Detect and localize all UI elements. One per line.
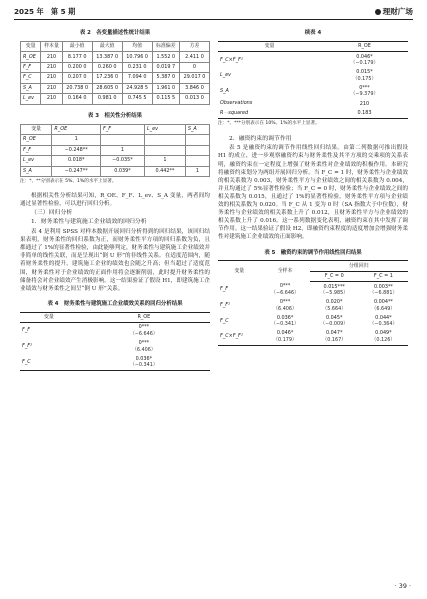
table-row <box>218 329 408 345</box>
table2-value-cell: 0.231 0 <box>122 62 152 72</box>
table2-value-cell: 7.094 0 <box>122 73 152 83</box>
std-error: （0.179） <box>273 336 297 343</box>
table3-header-cell: F_F <box>100 124 144 134</box>
table2-var-cell: F_C <box>21 73 41 83</box>
table3-caption: 表 3 相关性分析结果 <box>87 112 143 119</box>
page-number: · 39 · <box>394 581 411 590</box>
table5-col-full: 全样本 <box>277 268 293 275</box>
table-row <box>21 52 210 62</box>
table2-value-cell: 210 <box>41 62 62 72</box>
std-error: （0.167） <box>322 336 347 343</box>
journal-title: 理财广场 <box>382 7 413 16</box>
table2-value-cell: 13.387 0 <box>92 52 122 62</box>
table2-value-cell: 0.019 7 <box>152 62 179 72</box>
table3-var-cell: S_A <box>21 166 52 176</box>
std-error: （5.664） <box>322 305 347 312</box>
std-error: （−6.646） <box>129 330 158 337</box>
coef-value: 0.015* <box>356 69 373 76</box>
table2-value-cell: 5.387 0 <box>152 73 179 83</box>
page-header <box>14 6 413 20</box>
table2-value-cell: 28.605 0 <box>92 83 122 93</box>
table2-header-cell: 标准偏差 <box>152 41 179 51</box>
table4-coef-cell <box>321 68 408 84</box>
table2-caption: 表 2 各变量描述性统计结果 <box>79 30 151 36</box>
std-error: （−0.364） <box>369 321 398 328</box>
table-row <box>218 282 408 298</box>
table2-value-cell: 2.411 0 <box>179 52 209 62</box>
coef-value: 0.049* <box>375 330 392 337</box>
table3-value-cell: 0.039* <box>100 166 144 176</box>
table4-var-cell: L_ev <box>220 72 232 79</box>
table2-value-cell: 20.738 0 <box>62 83 92 93</box>
std-error: （6.649） <box>371 305 396 312</box>
table4-var-cell: S_A <box>220 87 229 94</box>
table2-value-cell: 0 <box>179 62 209 72</box>
table4-continued <box>218 41 408 119</box>
coef-value: 0.036* <box>276 314 294 321</box>
table2-value-cell: 210 <box>41 73 62 83</box>
table2-descriptive-stats <box>20 41 210 105</box>
table2-value-cell: 210 <box>41 94 62 104</box>
std-error: （−6.881） <box>369 290 398 297</box>
table2-var-cell: F_F <box>21 62 41 72</box>
table2-var-cell: L_ev <box>21 94 41 104</box>
subsection-heading-ff-performance: 1．财务柔性与建筑施工企业绩效的回归分析 <box>31 219 147 226</box>
paragraph-moderation-results: 表 5 是融资约束的调节作用线性回归结果。由第二列数据可推出假设 H1 的成立，进一步观察融资约束与财务柔性及其平方项的交乘项的关系表明，融资约束在一定程度上增强了财务柔性对企业绩效的积极作用。本研究将融资约束划分为两组开展回归分析。当 F_C = 1 时，财务柔性与企业绩效的相关系数为 0.003，财务柔性平方与企业绩效之间的相关系数为 0.004，并且均通过了 5%显著性检验；当 F_C = 0 时，财务柔性与企业绩效之间的相关系数为 0.015，且通过了 1%的显著性检验，财务柔性平方项与企业绩效的相关系数为 0.020。当 F_C 从 1 变为 0 时（SA 指数大于中位数），财务柔性与企业绩效的相关系数上升了 0.012，且财务柔性平方与企业绩效的相关系数上升了 0.016。这一系列数据变化表明，融资约束在其中发挥了调节作用。这一结果验证了假设 H2，即融资约束程度的适度增加会增强财务柔性对建筑施工企业绩效的正面影响。 <box>218 145 408 241</box>
table4c-col-var: 变量 <box>218 41 321 51</box>
table3-value-cell: −0.035* <box>100 156 144 166</box>
coef-value: 0.036* <box>135 355 153 362</box>
section-heading-regression: （三）回归分析 <box>31 209 73 216</box>
left-column <box>20 28 210 371</box>
coef-value: 0*** <box>138 339 150 346</box>
table2-header-cell: 样本量 <box>41 41 62 51</box>
std-error: （−0.341） <box>129 362 158 369</box>
coef-value: 0.015*** <box>323 283 345 290</box>
table2-var-cell: R_OE <box>21 52 41 62</box>
table2-header-cell: 方差 <box>179 41 209 51</box>
table2-value-cell: 0.164 0 <box>62 94 92 104</box>
std-error: （0.175） <box>352 75 377 82</box>
coef-value: 0.047* <box>325 330 343 337</box>
table5-col-var: 变量 <box>234 268 245 275</box>
table5-coef-cell <box>359 282 408 298</box>
table2-value-cell: 0.013 0 <box>179 94 209 104</box>
issue-label: 2025 年 第 5 期 <box>14 6 76 16</box>
table5-coef-cell <box>310 282 359 298</box>
table2-value-cell: 0.260 0 <box>92 62 122 72</box>
table4-regression <box>20 312 210 371</box>
table-row <box>218 314 408 330</box>
table5-col-fc1: F_C = 1 <box>359 271 408 281</box>
table-row <box>218 84 408 100</box>
table3-header-cell: L_ev <box>144 124 185 134</box>
table3-header-cell: R_OE <box>52 124 101 134</box>
table-row <box>218 99 408 108</box>
std-error: （−6.646） <box>271 289 299 296</box>
table4-coef-cell <box>78 323 210 339</box>
table5-coef-cell <box>260 314 309 330</box>
table3-var-cell: L_ev <box>21 156 52 166</box>
table2-value-cell: 1.961 0 <box>152 83 179 93</box>
table4-var-cell: R－squared <box>220 109 249 116</box>
table5-var-cell: F_F² <box>220 302 231 309</box>
paragraph-regression-results: 表 4 是利用 SPSS 对样本数据开展回归分析得到的回归结果，该回归结果表明，财务柔性的回归系数为正，而财务柔性平方项的回归系数为负，且都通过了 1%的显著性检验，由此能够判定，财务柔性与建筑施工企业绩效并非简单的线性关联，而是呈现出“倒 U 形”的非线性关系。在适度范围内，随着财务柔性的提升，建筑施工企业的绩效也会随之升高；但当超过了适度范围，财务柔性对于企业绩效的正面作用将会逐渐削弱，此时提升财务柔性的储备将会对企业绩效产生消极影响。这一结果验证了假设 H1，即建筑施工企业绩效与财务柔性之间呈“倒 U 形”关系。 <box>20 228 210 292</box>
table2-value-cell: 3.846 0 <box>179 83 209 93</box>
table3-value-cell: −0.247** <box>52 166 101 176</box>
table2-value-cell: 0.981 0 <box>92 94 122 104</box>
table-row <box>21 94 210 104</box>
table5-coef-cell <box>310 314 359 330</box>
table-row <box>21 156 210 166</box>
table2-value-cell: 10.796 0 <box>122 52 152 62</box>
coef-value: 0*** <box>279 299 291 306</box>
table-row <box>218 52 408 68</box>
table4-var-cell: F_F² <box>22 343 33 349</box>
table-row <box>21 83 210 93</box>
table5-moderation <box>218 260 408 345</box>
table5-coef-cell <box>260 282 309 298</box>
table3-value-cell: 0.442** <box>144 166 185 176</box>
journal-name <box>375 6 413 17</box>
table3-value-cell: 1 <box>52 135 101 145</box>
table5-coef-cell <box>359 298 408 314</box>
table3-value-cell <box>185 156 209 166</box>
table2-value-cell: 24.928 5 <box>122 83 152 93</box>
table5-coef-cell <box>359 329 408 345</box>
table5-var-cell: F_C×F_F² <box>220 333 243 340</box>
table3-value-cell <box>185 135 209 145</box>
table5-coef-cell <box>359 314 408 330</box>
table4-coef-cell <box>321 99 408 108</box>
coef-value: 0.046* <box>276 330 294 337</box>
coef-value: 0.020* <box>325 299 343 306</box>
std-error: （−0.009） <box>320 321 349 328</box>
coef-value: 0.045* <box>325 314 343 321</box>
coef-value: 0.044* <box>375 314 392 321</box>
std-error: （6.406） <box>273 305 297 312</box>
table3-value-cell: 1 <box>100 145 144 155</box>
table4-coef-cell <box>321 84 408 100</box>
right-column <box>218 28 408 346</box>
table3-var-cell: F_F <box>21 145 52 155</box>
coef-value: 0.183 <box>357 110 372 117</box>
table2-value-cell: 29.017 0 <box>179 73 209 83</box>
std-error: （−9.379） <box>350 91 379 98</box>
table2-value-cell: 0.200 0 <box>62 62 92 72</box>
table4-var-cell: F_F <box>22 327 31 334</box>
table-row <box>20 354 210 370</box>
table-row <box>21 73 210 83</box>
table2-value-cell: 0.745 5 <box>122 94 152 104</box>
table3-value-cell <box>100 135 144 145</box>
table2-var-cell: S_A <box>21 83 41 93</box>
table2-header-cell: 变量 <box>21 41 41 51</box>
table4-var-cell: F_C <box>22 358 31 365</box>
table3-header-cell: 变量 <box>21 124 52 134</box>
table3-var-cell: R_OE <box>21 135 52 145</box>
table2-header-cell: 均值 <box>122 41 152 51</box>
table2-value-cell: 0.115 5 <box>152 94 179 104</box>
std-error: （6.406） <box>131 346 156 353</box>
table4-coef-cell <box>78 339 210 355</box>
table5-caption: 表 5 融资约束的调节作用线性回归结果 <box>264 249 362 256</box>
std-error: （−0.179） <box>350 60 379 67</box>
coef-value: 0*** <box>359 84 370 91</box>
table2-value-cell: 8.177 0 <box>62 52 92 62</box>
coef-value: 0.046* <box>356 53 373 60</box>
table4c-col-roe: R_OE <box>321 41 408 51</box>
table2-header-cell: 最大值 <box>92 41 122 51</box>
coef-value: 0*** <box>279 283 291 290</box>
table5-coef-cell <box>310 298 359 314</box>
table4-col-roe: R_OE <box>78 312 210 322</box>
table5-var-cell: F_C <box>220 317 229 324</box>
table5-coef-cell <box>310 329 359 345</box>
table5-col-group: 分组回归 <box>310 261 408 271</box>
coef-value: 0.003** <box>373 283 393 290</box>
table3-value-cell: 1 <box>144 156 185 166</box>
table4-coef-cell <box>321 109 408 119</box>
table5-coef-cell <box>260 329 309 345</box>
coef-value: 0*** <box>138 324 150 331</box>
table2-value-cell: 1.552 0 <box>152 52 179 62</box>
table4-caption: 表 4 财务柔性与建筑施工企业绩效关系的回归分析结果 <box>47 300 183 307</box>
table3-value-cell <box>185 145 209 155</box>
table2-header-cell: 最小值 <box>62 41 92 51</box>
coef-value: 210 <box>359 100 370 107</box>
coef-value: 0.004** <box>373 299 393 306</box>
table2-value-cell: 210 <box>41 83 62 93</box>
table2-value-cell: 0.207 0 <box>62 73 92 83</box>
table3-value-cell: −0.248** <box>52 145 101 155</box>
std-error: （−0.341） <box>271 321 299 328</box>
table-row <box>218 109 408 119</box>
table-row <box>218 68 408 84</box>
table4-col-var: 变量 <box>20 312 78 322</box>
table3-correlation <box>20 124 210 177</box>
std-error: （−5.985） <box>320 290 349 297</box>
table4-var-cell: F_C×F_F² <box>220 56 243 63</box>
table-row <box>21 166 210 176</box>
table-row <box>21 135 210 145</box>
table-row <box>20 339 210 355</box>
table4-coef-cell <box>78 354 210 370</box>
paragraph-correlation-summary: 根据相关性分析结果可知，R_OE、F_F、L_ev、S_A 变量，两者间均通过显著性检验，可以进行回归分析。 <box>20 192 210 207</box>
table4-var-cell: Observations <box>220 100 253 107</box>
table4-note: 注：*、***分别表示在 10%、1%的水平上显著。 <box>218 121 320 127</box>
table4-coef-cell <box>321 52 408 68</box>
table3-value-cell <box>144 145 185 155</box>
subsection-heading-financing-constraint: 2．融资约束的调节作用 <box>229 135 292 142</box>
table2-value-cell: 210 <box>41 52 62 62</box>
table-row <box>21 145 210 155</box>
bullet-icon <box>375 9 381 15</box>
table3-value-cell: 0.018* <box>52 156 101 166</box>
std-error: （0.126） <box>371 336 396 343</box>
table4-continued-caption: 续表 4 <box>304 30 322 36</box>
table3-value-cell: 1 <box>185 166 209 176</box>
table5-var-cell: F_F <box>220 286 229 293</box>
table-row <box>218 298 408 314</box>
table-row <box>20 323 210 339</box>
table5-col-fc0: F_C = 0 <box>310 271 359 281</box>
table2-value-cell: 17.236 0 <box>92 73 122 83</box>
table3-value-cell <box>144 135 185 145</box>
table5-coef-cell <box>260 298 309 314</box>
table3-note: 注：*、**分别表示在 5%、1%的水平上显著。 <box>20 178 117 184</box>
table-row <box>21 62 210 72</box>
table3-header-cell: S_A <box>185 124 209 134</box>
